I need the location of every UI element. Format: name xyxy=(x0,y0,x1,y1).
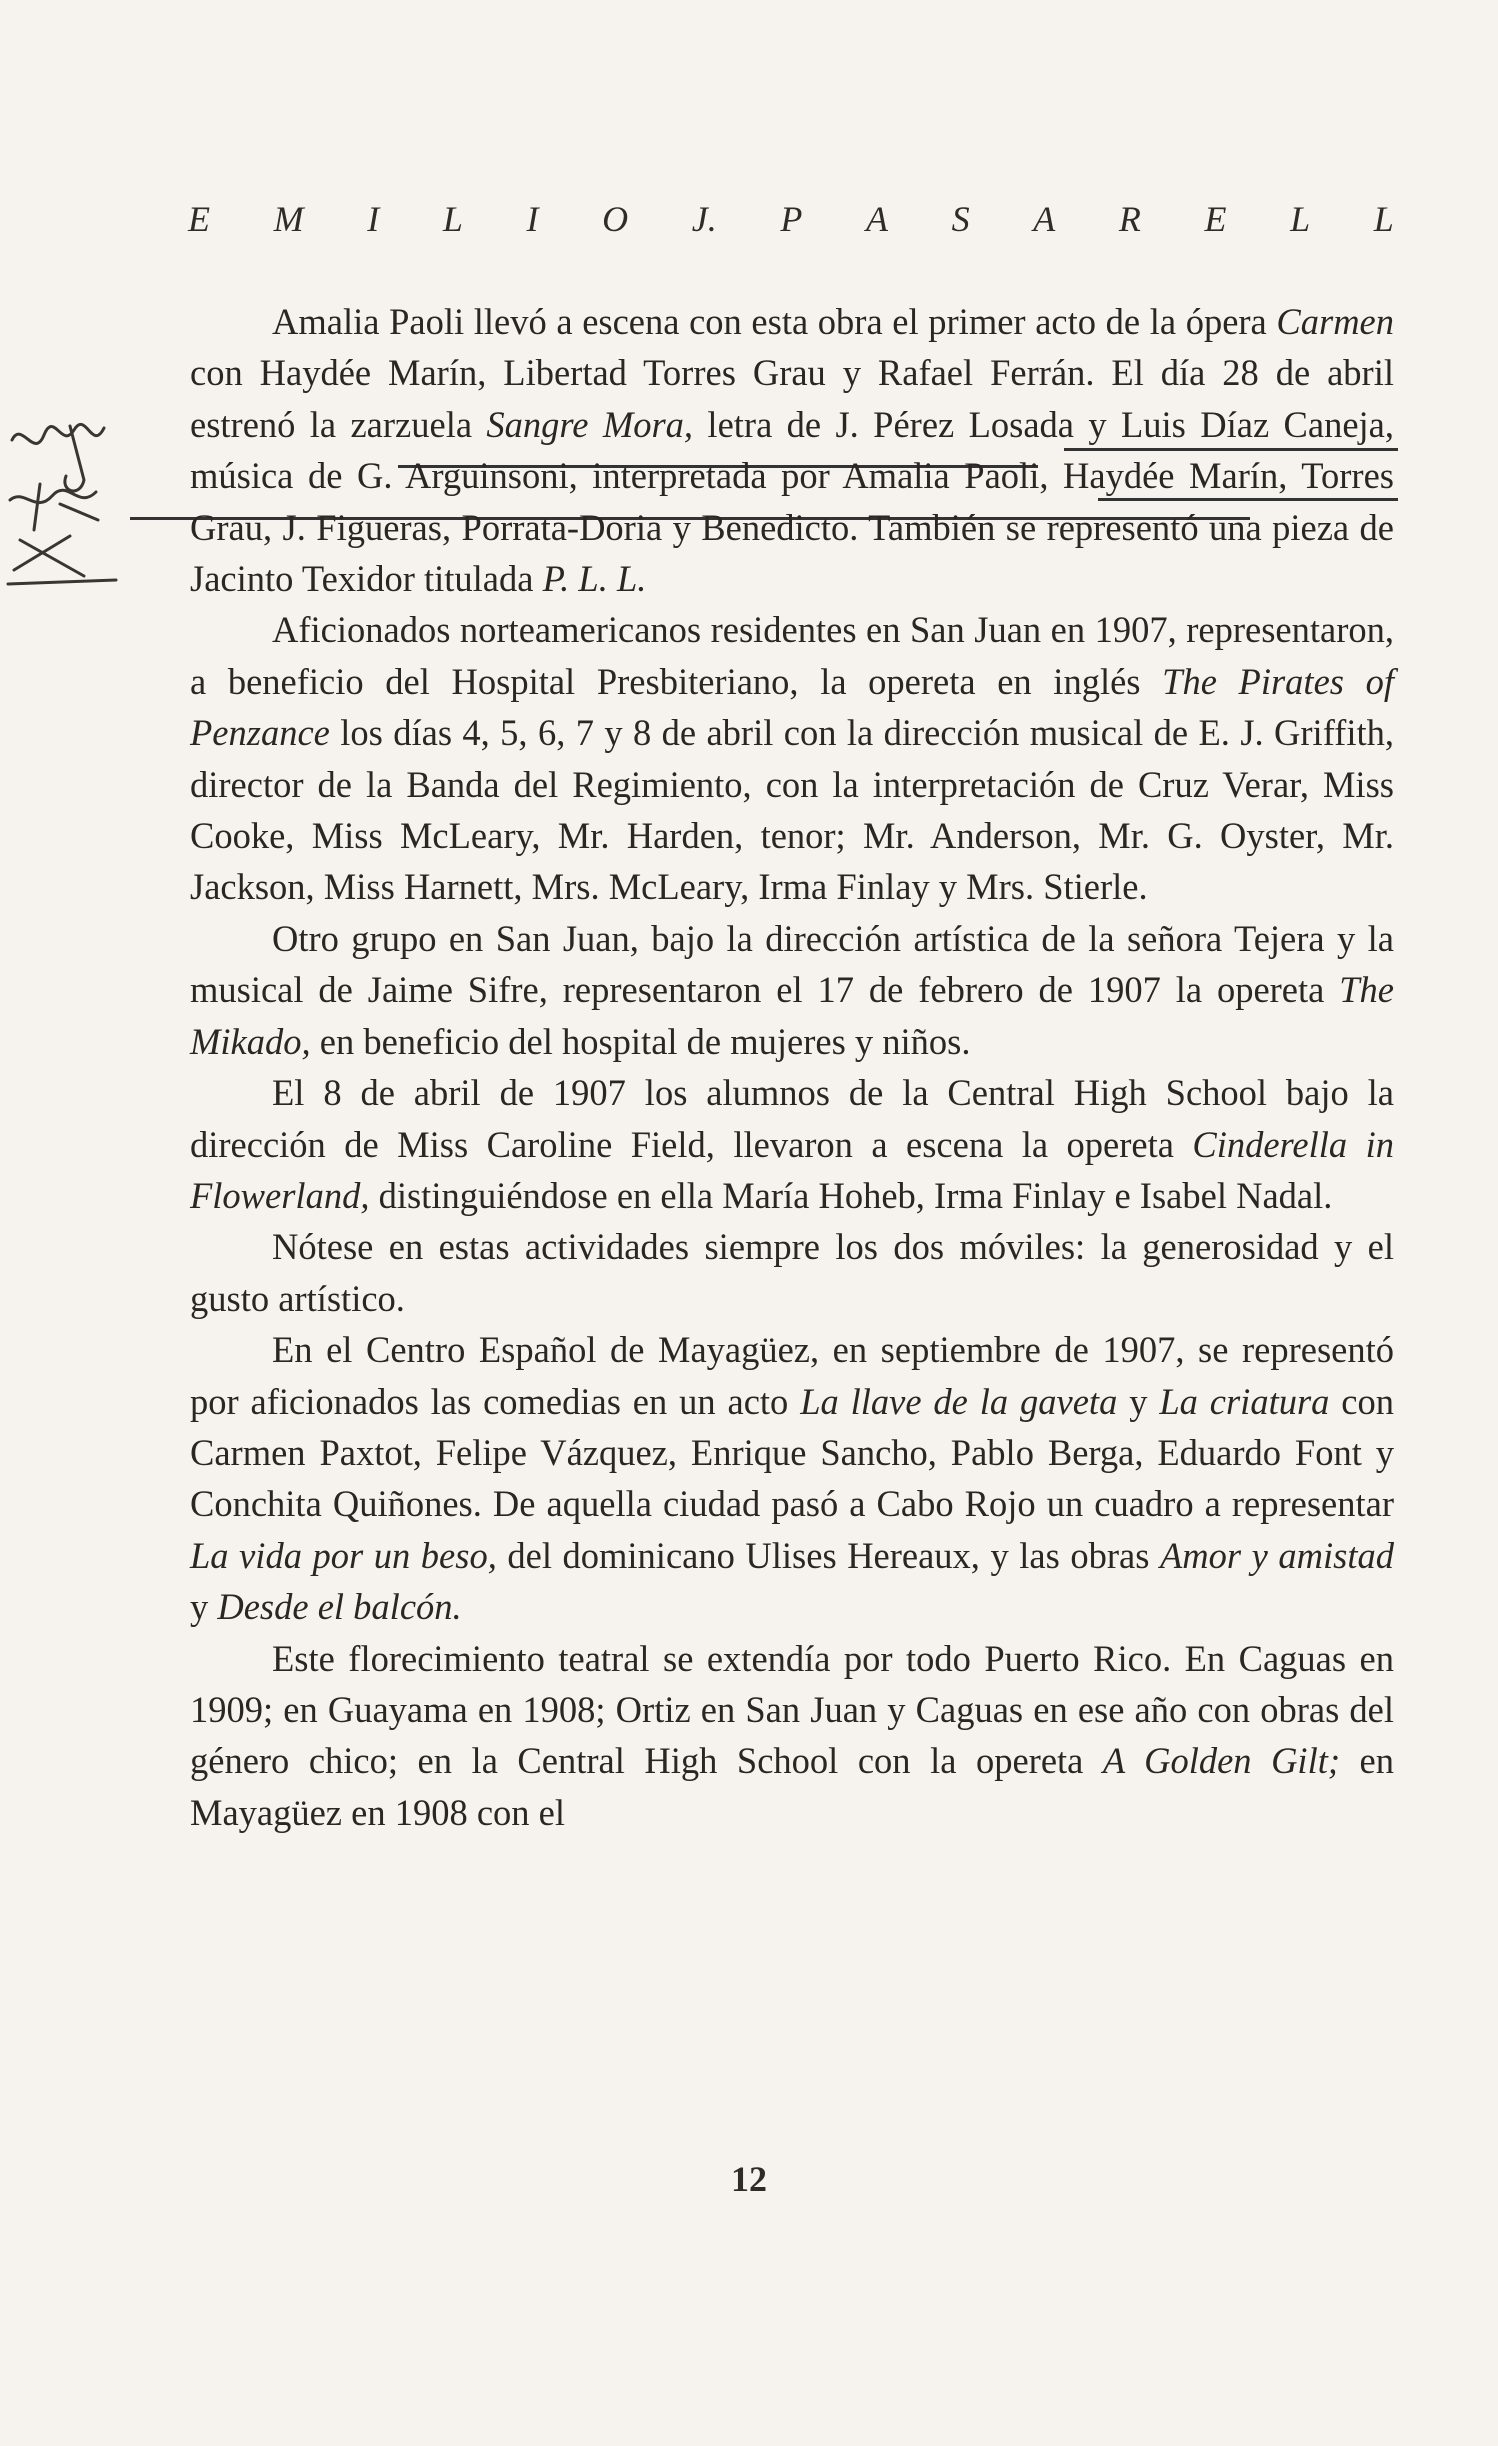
paragraph xyxy=(190,1633,1394,1839)
page-number: 12 xyxy=(731,2159,767,2199)
paragraph xyxy=(190,1067,1394,1221)
header-letter: I xyxy=(367,199,380,239)
paragraph xyxy=(190,913,1394,1067)
text-run: Este florecimiento teatral se extendía por todo Puerto Rico. En Caguas en 1909; en Guayama en 1908; Ortiz en San Juan y Caguas en ese año con obras del género chico; en la Central High School con la opereta xyxy=(190,1637,1394,1782)
text-run: En el Centro Español de Mayagüez, en septiembre de 1907, se representó por aficionados las comedias en un acto xyxy=(190,1329,1394,1422)
text-run: y xyxy=(190,1586,218,1628)
text-run: Aficionados norteamericanos residentes en San Juan en 1907, representaron, a beneficio del Hospital Presbiteriano, la opereta en inglés xyxy=(190,609,1394,702)
handwritten-margin-notes xyxy=(0,380,150,640)
header-letter: A xyxy=(1033,199,1056,239)
italic-title: A Golden Gilt; xyxy=(1102,1740,1341,1782)
italic-title: Desde el balcón. xyxy=(217,1586,462,1628)
text-run: El 8 de abril de 1907 los alumnos de la Central High School bajo la dirección de Miss Caroline Field, llevaron a escena la opereta xyxy=(190,1072,1394,1165)
italic-title: Carmen xyxy=(1276,301,1394,342)
header-letter: S xyxy=(951,199,970,239)
italic-title: La llave de la gaveta xyxy=(800,1380,1118,1422)
text-run: Amalia Paoli llevó a escena con esta obra el primer acto de la ópera xyxy=(272,301,1277,342)
italic-title: La vida por un beso, xyxy=(190,1534,497,1576)
text-run: en Mayagüez en 1908 con el xyxy=(190,1740,1395,1833)
paragraph xyxy=(190,1324,1394,1632)
italic-title: The Mikado, xyxy=(190,969,1394,1062)
italic-title: Amor y amistad xyxy=(1160,1534,1395,1576)
header-letter: L xyxy=(442,199,463,239)
text-run: y xyxy=(1117,1380,1160,1422)
paragraph xyxy=(190,1221,1394,1324)
body-text xyxy=(190,296,1394,1838)
italic-title: The Pirates of Penzance xyxy=(190,660,1395,754)
header-letter: J. xyxy=(691,199,717,239)
header-letter: L xyxy=(1373,199,1394,239)
header-letter: E xyxy=(188,199,210,239)
italic-title: Cinderella in Flowerland, xyxy=(190,1123,1394,1216)
text-run: en beneficio del hospital de mujeres y niños. xyxy=(310,1020,971,1062)
text-run: Otro grupo en San Juan, bajo la dirección artística de la señora Tejera y la musical de Jaime Sifre, representaron el 17 de febrero de 1907 la opereta xyxy=(190,917,1394,1011)
header-letter: O xyxy=(602,199,629,239)
header-letter: E xyxy=(1204,199,1227,239)
running-header xyxy=(188,198,1394,240)
paragraph xyxy=(190,296,1394,604)
text-run: del dominicano Ulises Hereaux, y las obras xyxy=(496,1534,1160,1576)
header-letter: M xyxy=(273,199,304,239)
header-letter: I xyxy=(526,199,539,239)
text-run: distinguiéndose en ella María Hoheb, Irma Finlay e Isabel Nadal. xyxy=(369,1174,1333,1216)
header-letter: L xyxy=(1290,199,1311,239)
header-letter: A xyxy=(866,199,889,239)
text-run: letra de J. Pérez Losada y Luis Díaz Caneja, música de G. Arguinsoni, interpretada por Amalia Paoli, Haydée Marín, Torres Grau, J. Figueras, Porrata-Doria y Benedicto. También se representó una pieza de Jacinto Texidor titulada xyxy=(190,403,1394,600)
text-run: Nótese en estas actividades siempre los dos móviles: la generosidad y el gusto artístico. xyxy=(190,1226,1394,1319)
header-letter: R xyxy=(1118,199,1141,239)
italic-title: La criatura xyxy=(1159,1380,1330,1422)
text-run: los días 4, 5, 6, 7 y 8 de abril con la dirección musical de E. J. Griffith, director de la Banda del Regimiento, con la interpretación de Cruz Verar, Miss Cooke, Miss McLeary, Mr. Harden, tenor; Mr. Anderson, Mr. G. Oyster, Mr. Jackson, Miss Harnett, Mrs. McLeary, Irma Finlay y Mrs. Stierle. xyxy=(190,712,1394,908)
italic-title: P. L. L. xyxy=(542,558,647,600)
paragraph xyxy=(190,604,1394,912)
text-run: con Haydée Marín, Libertad Torres Grau y Rafael Ferrán. El día 28 de abril estrenó la zarzuela xyxy=(190,352,1394,445)
italic-title: Sangre Mora, xyxy=(486,403,694,445)
header-letter: P xyxy=(780,199,803,239)
text-run: con Carmen Paxtot, Felipe Vázquez, Enrique Sancho, Pablo Berga, Eduardo Font y Conchita Quiñones. De aquella ciudad pasó a Cabo Rojo un cuadro a representar xyxy=(190,1380,1395,1525)
